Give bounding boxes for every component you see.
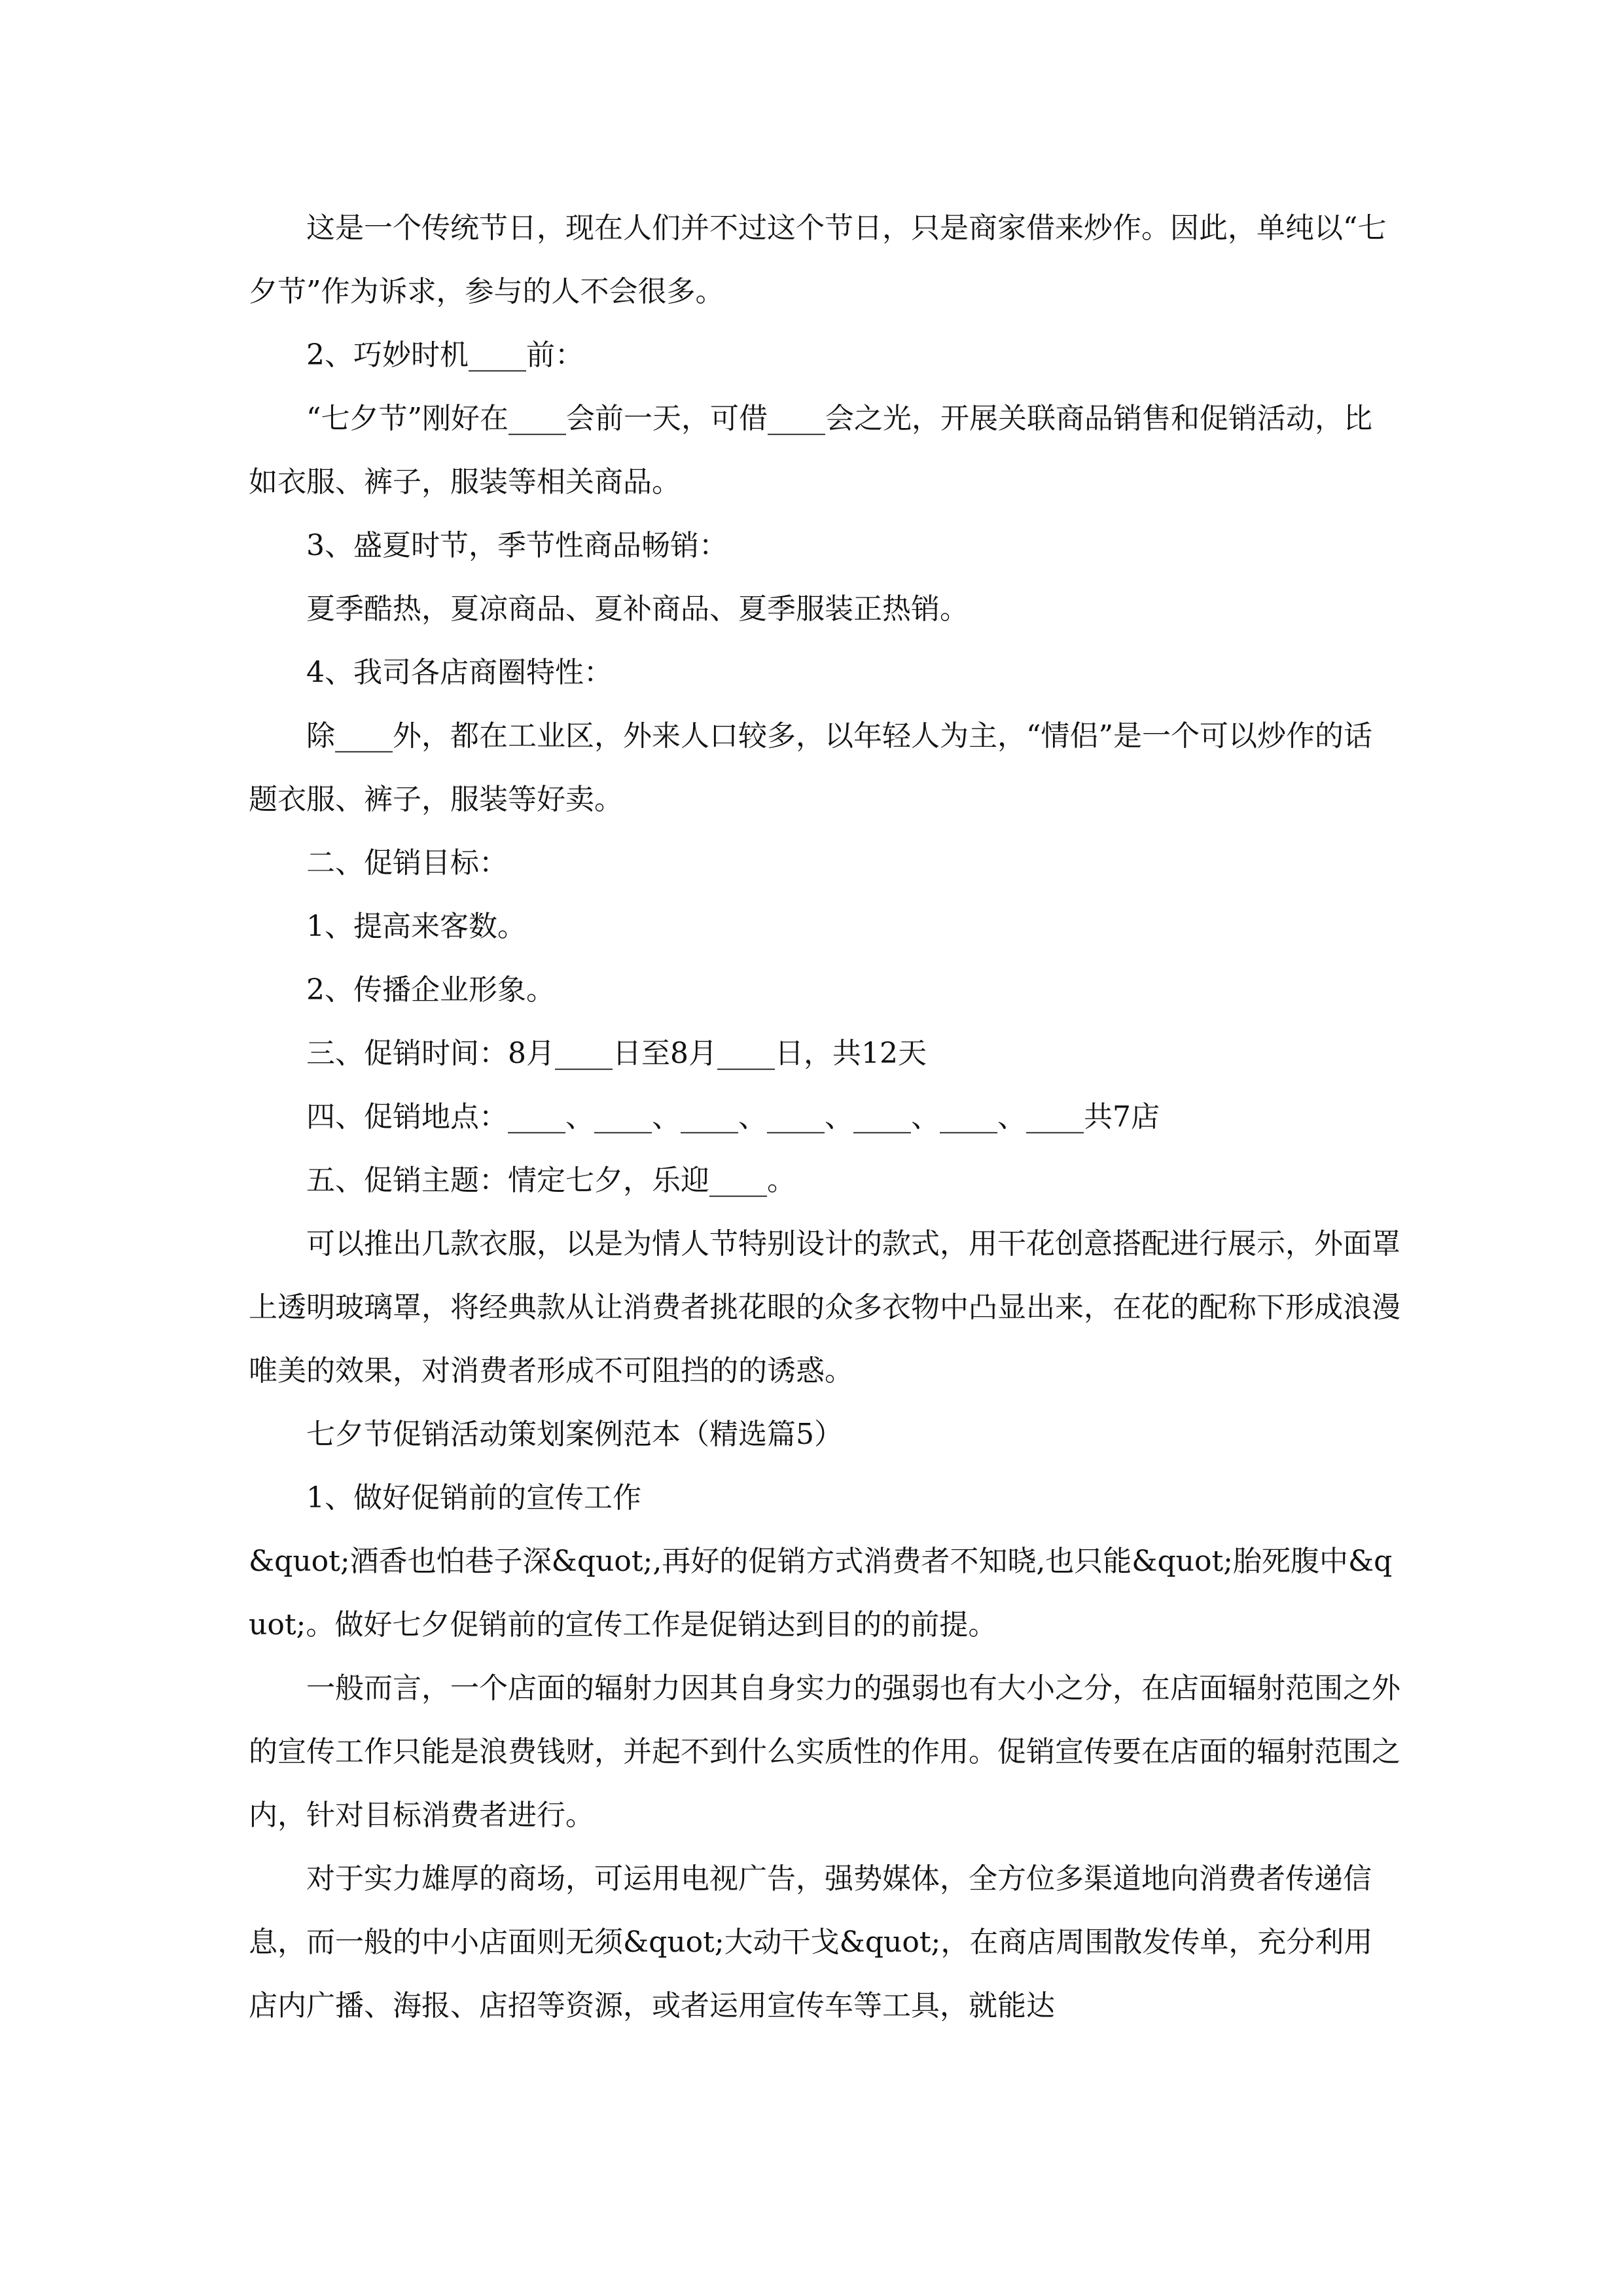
paragraph: &quot;酒香也怕巷子深&quot;,再好的促销方式消费者不知晓,也只能&quot;胎死腹中&quot;。做好七夕促销前的宣传工作是促销达到目的的前提。 [249, 1545, 1393, 1641]
article-title: 七夕节促销活动策划案例范本（精选篇5） [306, 1418, 843, 1451]
paragraph: 1、做好促销前的宣传工作 [306, 1481, 641, 1515]
paragraph: 对于实力雄厚的商场，可运用电视广告，强势媒体，全方位多渠道地向消费者传递信息，而一般的中小店面则无须&quot;大动干戈&quot;，在商店周围散发传单，充分利用店内广播、海报、店招等资源，或者运用宣传车等工具，就能达 [249, 1862, 1373, 2022]
section-heading: 五、促销主题：情定七夕，乐迎____。 [306, 1164, 796, 1197]
paragraph: 4、我司各店商圈特性： [306, 656, 613, 689]
section-heading: 三、促销时间：8月____日至8月____日，共12天 [306, 1037, 927, 1070]
section-heading: 四、促销地点：____、____、____、____、____、____、____共7店 [306, 1100, 1160, 1134]
document-body [249, 196, 1400, 2037]
section-heading: 二、促销目标： [306, 846, 508, 880]
paragraph: 1、提高来客数。 [306, 910, 526, 943]
paragraph: 2、巧妙时机____前： [306, 338, 584, 372]
paragraph: 夏季酷热，夏凉商品、夏补商品、夏季服装正热销。 [306, 592, 969, 626]
paragraph: 除____外，都在工业区，外来人口较多，以年轻人为主，“情侣”是一个可以炒作的话题衣服、裤子，服装等好卖。 [249, 719, 1372, 816]
paragraph: 一般而言，一个店面的辐射力因其自身实力的强弱也有大小之分，在店面辐射范围之外的宣传工作只能是浪费钱财，并起不到什么实质性的作用。促销宣传要在店面的辐射范围之内，针对目标消费者进行。 [249, 1672, 1400, 1832]
paragraph: 这是一个传统节日，现在人们并不过这个节日，只是商家借来炒作。因此，单纯以“七夕节”作为诉求，参与的人不会很多。 [249, 211, 1387, 308]
paragraph: 3、盛夏时节，季节性商品畅销： [306, 529, 728, 562]
paragraph: 2、传播企业形象。 [306, 973, 555, 1007]
paragraph: 可以推出几款衣服，以是为情人节特别设计的款式，用干花创意搭配进行展示，外面罩上透明玻璃罩，将经典款从让消费者挑花眼的众多衣物中凸显出来，在花的配称下形成浪漫唯美的效果，对消费者形成不可阻挡的的诱惑。 [249, 1227, 1400, 1388]
paragraph: “七夕节”刚好在____会前一天，可借____会之光，开展关联商品销售和促销活动，比如衣服、裤子，服装等相关商品。 [249, 402, 1372, 499]
